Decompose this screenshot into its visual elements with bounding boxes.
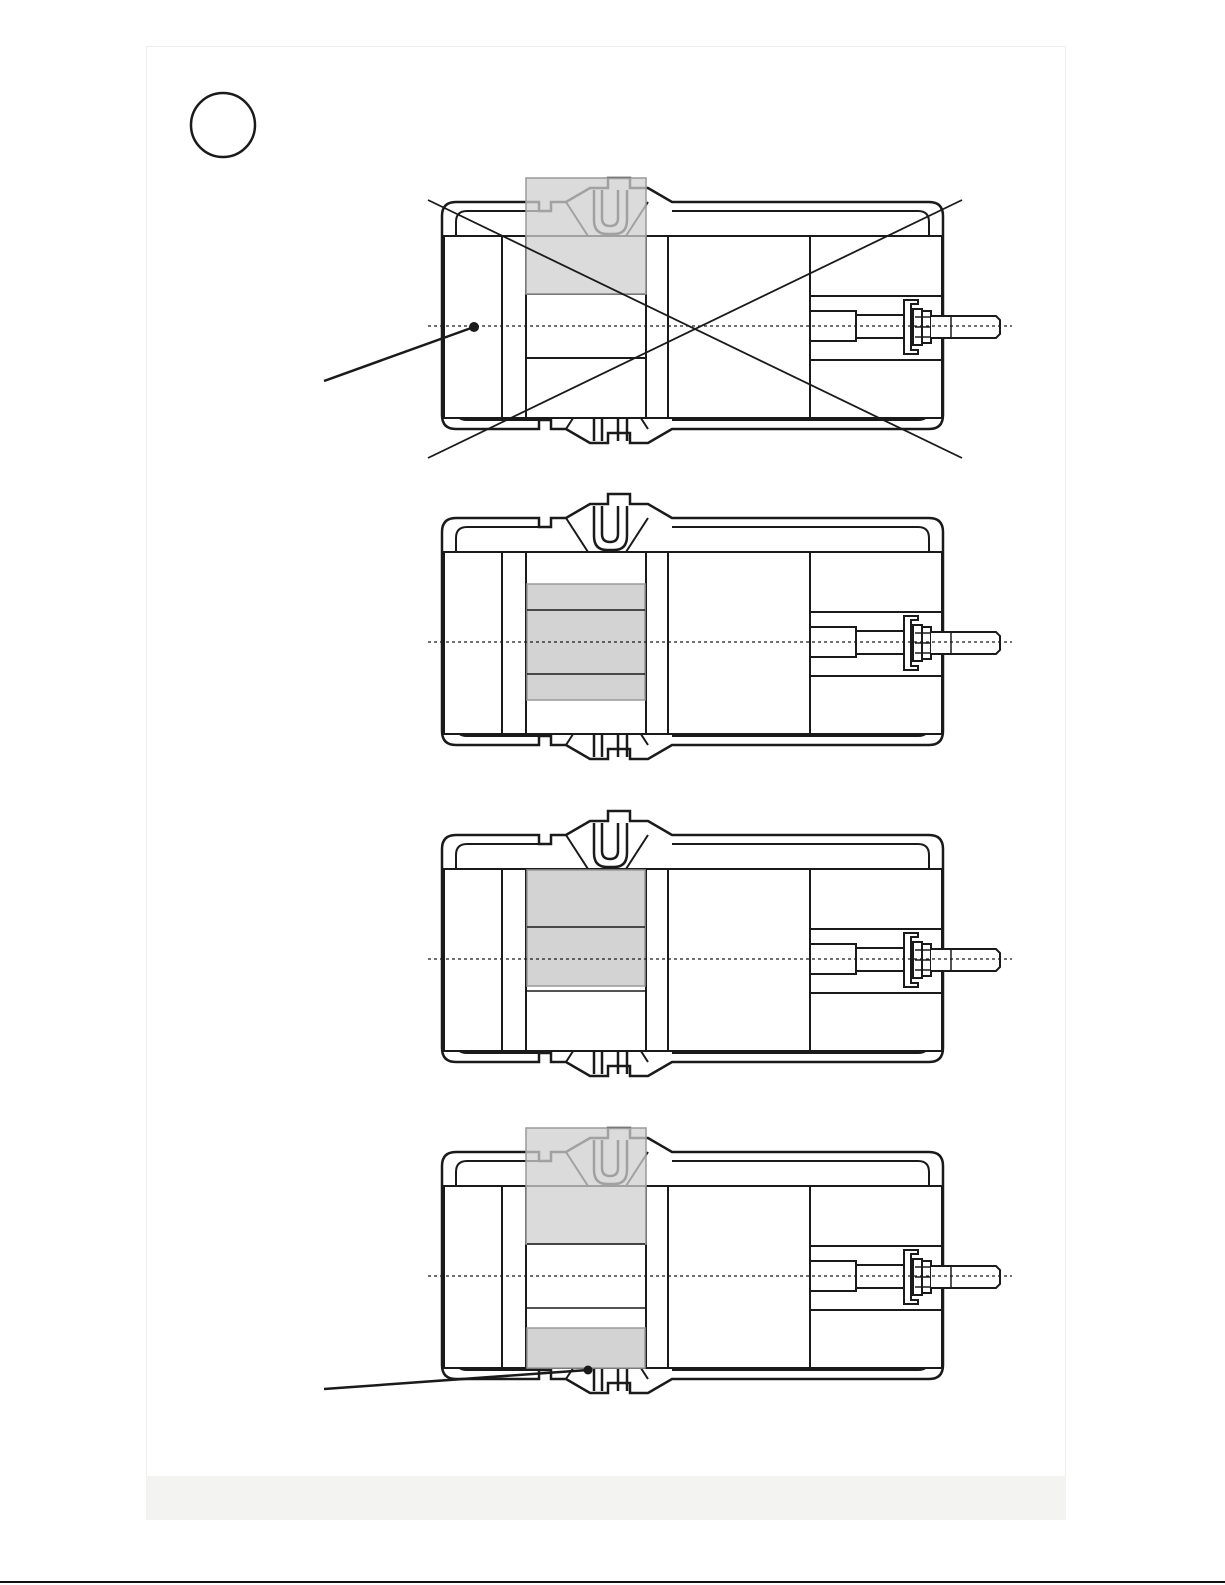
callout-lower-jaw: [324, 1370, 588, 1389]
step-marker-circle: [191, 93, 255, 157]
panel-2: [428, 494, 1012, 759]
callout-left-jaw-dot: [469, 322, 479, 332]
panel-4-highlight-upper: [526, 1128, 646, 1244]
panel-4-highlight-lower: [527, 1328, 645, 1368]
page-bottom-rule: [0, 1581, 1225, 1583]
panel-3-highlight: [527, 870, 645, 986]
callout-lower-jaw-dot: [584, 1366, 593, 1375]
panel-4: [428, 1128, 1012, 1393]
panel-1: [428, 178, 1012, 458]
panel-3: [428, 811, 1012, 1076]
